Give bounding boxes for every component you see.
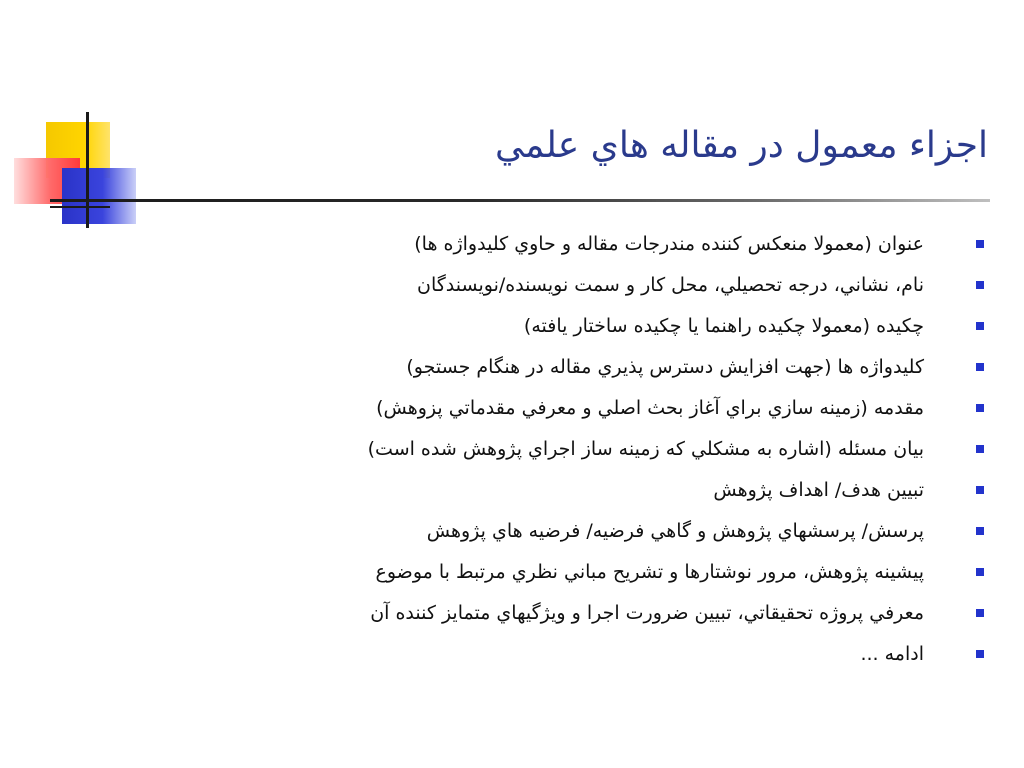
bullet-square-icon [976, 527, 984, 535]
list-item [244, 264, 984, 305]
list-item [244, 633, 984, 674]
list-item-text: پرسش/ پرسشهاي پژوهش و گاهي فرضيه/ فرضيه هاي پژوهش [426, 519, 924, 542]
list-item [244, 510, 984, 551]
list-item-text: مقدمه (زمينه سازي براي آغاز بحث اصلي و معرفي مقدماتي پزوهش) [376, 396, 924, 419]
list-item [244, 223, 984, 264]
bullet-square-icon [976, 609, 984, 617]
bullet-square-icon [976, 322, 984, 330]
list-item [244, 346, 984, 387]
list-item [244, 551, 984, 592]
bullet-list [244, 223, 984, 674]
bullet-square-icon [976, 650, 984, 658]
bullet-square-icon [976, 281, 984, 289]
bullet-square-icon [976, 363, 984, 371]
list-item-text: معرفي پروژه تحقيقاتي، تبيين ضرورت اجرا و ويژگيهاي متمايز كننده آن [370, 601, 924, 624]
list-item [244, 305, 984, 346]
decorative-short-line [50, 206, 110, 208]
list-item [244, 428, 984, 469]
list-item-text: ادامه ... [860, 642, 924, 665]
bullet-square-icon [976, 486, 984, 494]
list-item [244, 387, 984, 428]
bullet-square-icon [976, 404, 984, 412]
list-item-text: چكيده (معمولا چكيده راهنما يا چكيده ساختار يافته) [523, 314, 924, 337]
list-item-text: تبيين هدف/ اهداف پژوهش [713, 478, 924, 501]
slide-title: اجزاء معمول در مقاله هاي علمي [495, 125, 988, 166]
list-item-text: پيشينه پژوهش، مرور نوشتارها و تشريح مباني نظري مرتبط با موضوع [375, 560, 924, 583]
list-item-text: بيان مسئله (اشاره به مشكلي كه زمينه ساز اجراي پژوهش شده است) [367, 437, 924, 460]
title-underline [50, 199, 990, 202]
list-item-text: كليدواژه ها (جهت افزايش دسترس پذيري مقاله در هنگام جستجو) [406, 355, 924, 378]
list-item-text: نام، نشاني، درجه تحصيلي، محل كار و سمت نويسنده/نويسندگان [417, 273, 924, 296]
bullet-square-icon [976, 240, 984, 248]
decorative-vertical-line [86, 112, 89, 228]
list-item [244, 469, 984, 510]
decorative-blue-block [62, 168, 136, 224]
list-item-text: عنوان (معمولا منعكس كننده مندرجات مقاله و حاوي كليدواژه ها) [414, 232, 924, 255]
list-item [244, 592, 984, 633]
bullet-square-icon [976, 568, 984, 576]
bullet-square-icon [976, 445, 984, 453]
